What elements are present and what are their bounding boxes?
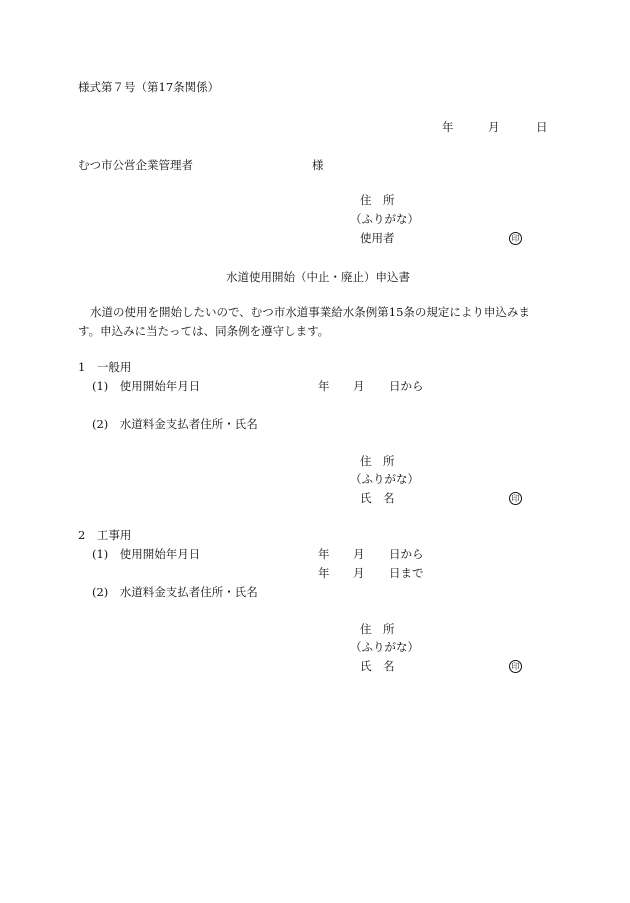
section2-seal-icon: 印 [509,660,522,673]
section2-payer-address-label: 住 所 [360,622,395,636]
section2-item1-year2: 年 [318,566,330,580]
date-year: 年 [442,120,454,134]
section2-payer-name-label: 氏 名 [360,659,395,673]
section2-item2-label: (2) 水道料金支払者住所・氏名 [92,585,258,599]
section2-item1-day-until: 日まで [389,566,424,580]
applicant-address-label: 住 所 [360,193,395,207]
body-text: 水道の使用を開始したいので、むつ市水道事業給水条例第15条の規定により申込みます。申込みに当たっては、同条例を遵守します。 [78,305,530,338]
section1-item1-year: 年 [318,379,330,393]
section1-payer-address-label: 住 所 [360,454,395,468]
section2-item1-year: 年 [318,547,330,561]
section1-payer-furigana-label: （ふりがな） [350,472,419,486]
section2-item1-month2: 月 [353,566,365,580]
section1-item1-day-from: 日から [389,379,424,393]
section2-item1-month: 月 [353,547,365,561]
addressee-name: むつ市公営企業管理者 [78,158,193,172]
section1-seal-icon: 印 [509,492,522,505]
section1-payer-name-label: 氏 名 [360,491,395,505]
applicant-seal-icon: 印 [509,232,522,245]
addressee-honorific: 様 [312,158,324,172]
document-title: 水道使用開始（中止・廃止）申込書 [226,270,410,284]
section1-item2-label: (2) 水道料金支払者住所・氏名 [92,417,258,431]
section2-payer-furigana-label: （ふりがな） [350,640,419,654]
section1-item1-label: (1) 使用開始年月日 [92,379,201,393]
form-number: 様式第７号（第17条関係） [78,80,220,94]
applicant-furigana-label: （ふりがな） [350,212,419,226]
section1-heading: 1 一般用 [78,360,132,374]
section2-item1-day-from: 日から [389,547,424,561]
applicant-user-label: 使用者 [360,231,395,245]
date-day: 日 [536,120,548,134]
section2-item1-label: (1) 使用開始年月日 [92,547,201,561]
date-month: 月 [488,120,500,134]
section2-heading: 2 工事用 [78,528,132,542]
section1-item1-month: 月 [353,379,365,393]
